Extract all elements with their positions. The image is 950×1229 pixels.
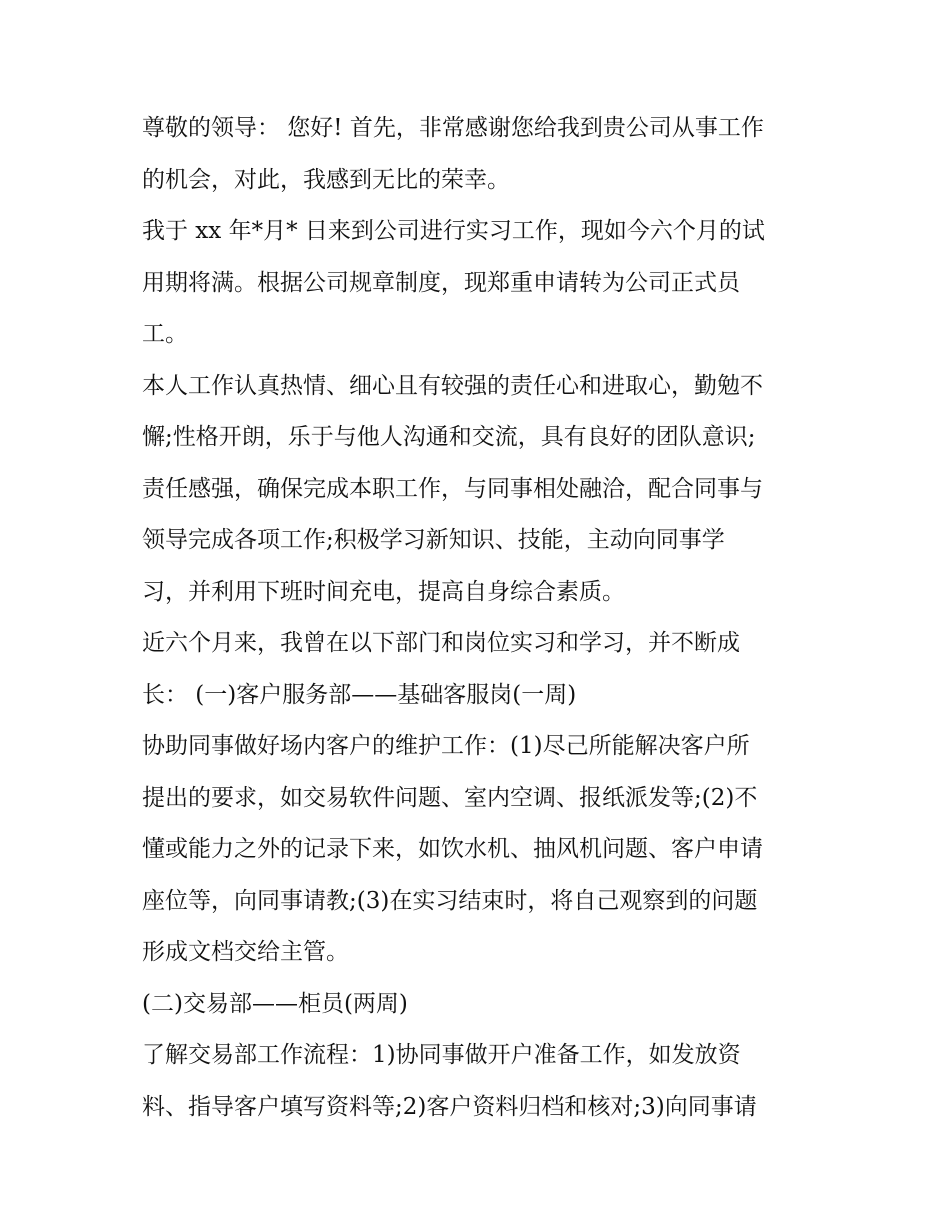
text-line: 责任感强，确保完成本职工作，与同事相处融洽，配合同事与 bbox=[142, 476, 763, 502]
text-line: 料、指导客户填写资料等;2)客户资料归档和核对;3)向同事请 bbox=[142, 1094, 757, 1120]
text-line: 本人工作认真热情、细心且有较强的责任心和进取心，勤勉不 bbox=[142, 373, 763, 399]
text-line: 长： (一)客户服务部——基础客服岗(一周) bbox=[142, 682, 577, 708]
text-line: 提出的要求，如交易软件问题、室内空调、报纸派发等;(2)不 bbox=[142, 785, 758, 811]
text-line: 协助同事做好场内客户的维护工作：(1)尽己所能解决客户所 bbox=[142, 733, 750, 759]
text-line: (二)交易部——柜员(两周) bbox=[142, 991, 408, 1017]
text-line: 懂或能力之外的记录下来，如饮水机、抽风机问题、客户申请 bbox=[142, 836, 763, 862]
text-line: 座位等，向同事请教;(3)在实习结束时，将自己观察到的问题 bbox=[142, 888, 758, 914]
text-line: 近六个月来，我曾在以下部门和岗位实习和学习，并不断成 bbox=[142, 630, 740, 656]
text-line: 习，并利用下班时间充电，提高自身综合素质。 bbox=[142, 579, 625, 605]
text-line: 了解交易部工作流程：1)协同事做开户准备工作，如发放资 bbox=[142, 1042, 741, 1068]
text-line: 的机会，对此，我感到无比的荣幸。 bbox=[142, 167, 510, 193]
text-line: 懈;性格开朗，乐于与他人沟通和交流，具有良好的团队意识; bbox=[142, 424, 756, 450]
text-line: 用期将满。根据公司规章制度，现郑重申请转为公司正式员 bbox=[142, 270, 740, 296]
text-line: 形成文档交给主管。 bbox=[142, 939, 349, 965]
text-line: 我于 xx 年*月* 日来到公司进行实习工作，现如今六个月的试 bbox=[142, 218, 765, 244]
text-line: 领导完成各项工作;积极学习新知识、技能，主动向同事学 bbox=[142, 527, 725, 553]
text-line: 工。 bbox=[142, 321, 188, 347]
text-line: 尊敬的领导： 您好! 首先，非常感谢您给我到贵公司从事工作 bbox=[142, 115, 764, 141]
